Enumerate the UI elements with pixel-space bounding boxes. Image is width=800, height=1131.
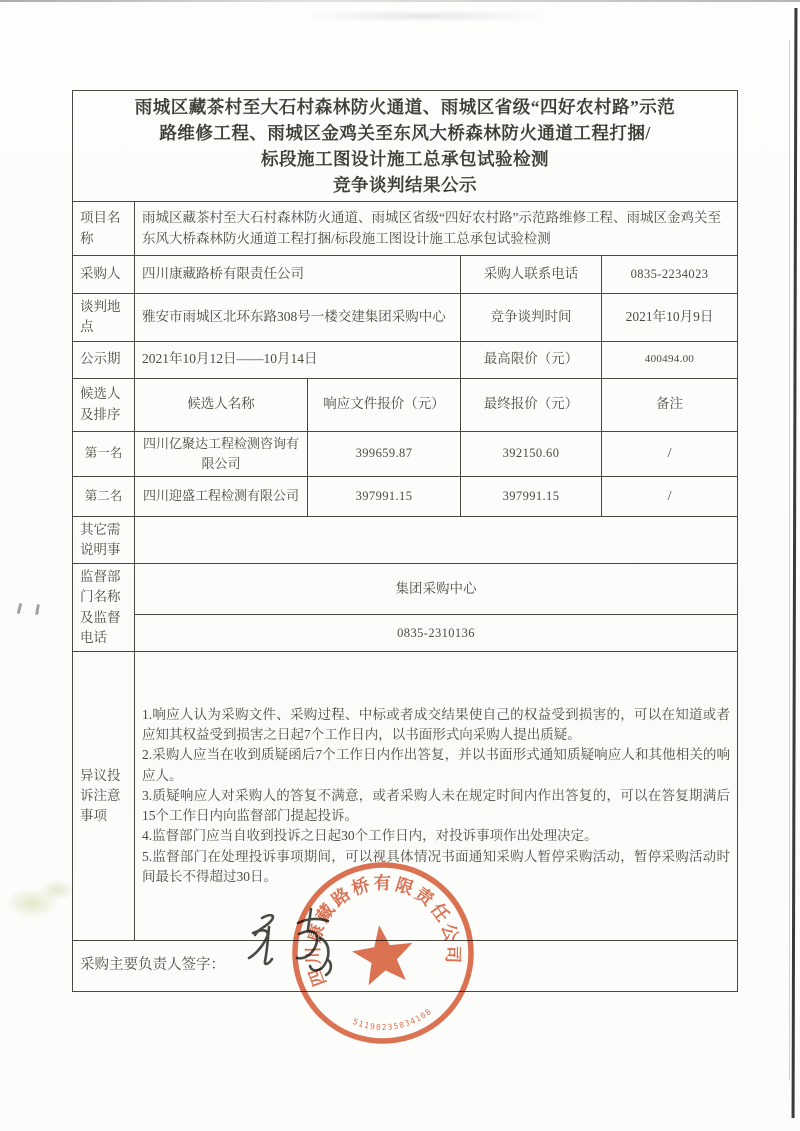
supervision-dept-value: 集团采购中心 <box>135 564 738 615</box>
seal-company-text: 四川康藏路桥有限责任公司 <box>302 872 464 989</box>
objection-item-3: 3.质疑响应人对采购人的答复不满意，或者采购人未在规定时间内作出答复的，可以在答复期满后15个工作日内向监督部门提起投诉。 <box>142 787 731 824</box>
scan-edge-top <box>0 0 800 2</box>
candidate-remark: / <box>602 476 738 516</box>
objection-item-5: 5.监督部门在处理投诉事项期间，可以视具体情况书面通知采购人暂停采购活动，暂停采购活动时间最长不得超过30日。 <box>142 848 731 884</box>
purchaser-label: 采购人 <box>73 256 135 294</box>
scan-mark <box>35 604 40 615</box>
candidate-row <box>73 476 738 516</box>
candidates-doc-price-header: 响应文件报价（元） <box>308 378 461 431</box>
candidate-final-price: 392150.60 <box>461 431 602 476</box>
max-price-label: 最高限价（元） <box>461 341 602 378</box>
seal-star <box>349 921 417 987</box>
project-name-value: 雨城区藏茶村至大石村森林防火通道、雨城区省级“四好农村路”示范路维修工程、雨城区金鸡关至东风大桥森林防火通道工程打捆/标段施工图设计施工总承包试验检测 <box>135 202 738 256</box>
max-price-value: 400494.00 <box>602 341 738 378</box>
scan-stain <box>40 880 74 900</box>
scan-mark <box>17 603 23 614</box>
scan-edge-soft <box>789 40 790 1080</box>
candidate-name: 四川迎盛工程检测有限公司 <box>135 476 308 516</box>
negotiation-time-value: 2021年10月9日 <box>602 294 738 342</box>
objection-item-1: 1.响应人认为采购文件、采购过程、中标或者成交结果使自己的权益受到损害的，可以在知道或者应知其权益受到损害之日起7个工作日内，以书面形式向采购人提出质疑。 <box>142 706 731 743</box>
candidate-rank: 第一名 <box>73 431 135 476</box>
negotiation-location-value: 雅安市雨城区北环东路308号一楼交建集团采购中心 <box>135 294 461 342</box>
title-line-3: 标段施工图设计施工总承包试验检测 <box>261 149 550 169</box>
publicity-period-value: 2021年10月12日——10月14日 <box>135 341 461 378</box>
candidate-final-price: 397991.15 <box>461 476 602 516</box>
publicity-period-label: 公示期 <box>73 341 135 378</box>
negotiation-location-label: 谈判地点 <box>73 294 135 342</box>
other-notes-label: 其它需说明事 <box>73 516 135 564</box>
objection-label: 异议投诉注意事项 <box>73 652 135 941</box>
candidates-remark-header: 备注 <box>602 378 738 431</box>
other-notes-value <box>135 516 738 564</box>
candidate-rank: 第二名 <box>73 476 135 516</box>
objection-item-4: 4.监督部门应当自收到投诉之日起30个工作日内，对投诉事项作出处理决定。 <box>142 828 598 844</box>
purchaser-phone-value: 0835-2234023 <box>602 256 738 294</box>
project-name-label: 项目名称 <box>73 202 135 256</box>
seal-graphic <box>283 853 483 1053</box>
candidate-name: 四川亿聚达工程检测咨询有限公司 <box>135 431 308 476</box>
candidate-doc-price: 399659.87 <box>308 431 461 476</box>
title-line-1: 雨城区藏茶村至大石村森林防火通道、雨城区省级“四好农村路”示范 <box>134 97 676 117</box>
candidate-doc-price: 397991.15 <box>308 476 461 516</box>
title-line-4: 竞争谈判结果公示 <box>333 175 478 195</box>
supervision-phone-value: 0835-2310136 <box>135 615 738 652</box>
candidates-rank-header: 候选人及排序 <box>73 378 135 431</box>
candidates-final-price-header: 最终报价（元） <box>461 378 602 431</box>
document-title <box>73 91 738 202</box>
company-seal <box>283 853 483 1053</box>
title-line-2: 路维修工程、雨城区金鸡关至东风大桥森林防火通道工程打捆/ <box>159 123 651 143</box>
purchaser-value: 四川康藏路桥有限责任公司 <box>135 256 461 294</box>
candidate-row <box>73 431 738 476</box>
supervision-label: 监督部门名称及监督电话 <box>73 564 135 652</box>
purchaser-phone-label: 采购人联系电话 <box>461 256 602 294</box>
signature-label: 采购主要负责人签字： <box>80 957 225 974</box>
scan-edge-right <box>792 8 798 1118</box>
candidates-name-header: 候选人名称 <box>135 378 308 431</box>
candidate-remark: / <box>602 431 738 476</box>
scan-smudge <box>300 10 550 22</box>
negotiation-time-label: 竞争谈判时间 <box>461 294 602 342</box>
objection-item-2: 2.采购人应当在收到质疑函后7个工作日内作出答复，并以书面形式通知质疑响应人和其他相关的响应人。 <box>142 747 731 783</box>
seal-number-text: 51190235034108 <box>351 1007 433 1032</box>
